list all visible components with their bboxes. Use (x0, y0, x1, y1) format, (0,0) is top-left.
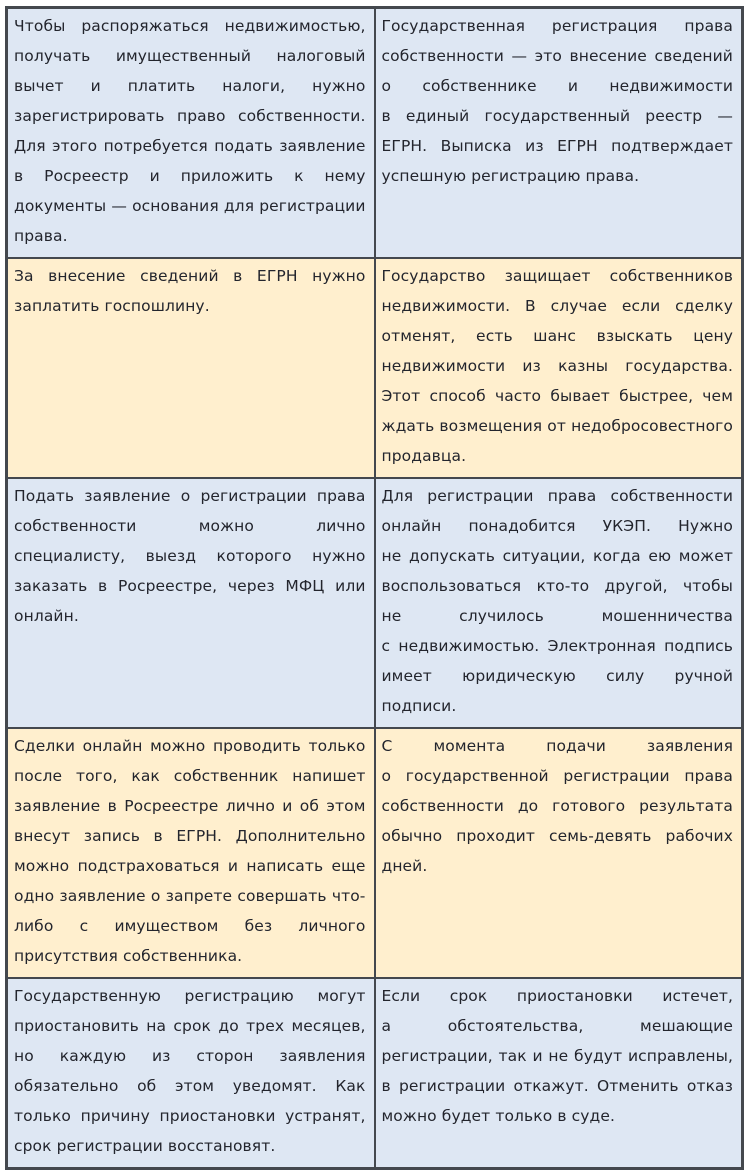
table-cell: Чтобы распоряжаться недвижимостью, получать имущественный налоговый вычет и платить налоги, нужно зарегистрировать право собственности. Для этого потребуется подать заявление в Росреестр и приложить к нему документы — основания для регистрации права. (7, 8, 375, 259)
table-cell: Сделки онлайн можно проводить только после того, как собственник напишет заявление в Росреестре лично и об этом внесут запись в ЕГРН. Дополнительно можно подстраховаться и написать еще одно заявление о запрете совершать что-либо с имуществом без личного присутствия собственника. (7, 728, 375, 978)
info-table (5, 6, 744, 1170)
table-cell: Подать заявление о регистрации права собственности можно лично специалисту, выезд которого нужно заказать в Росреестре, через МФЦ или онлайн. (7, 478, 375, 728)
table-row (7, 978, 743, 1169)
table-cell: Для регистрации права собственности онлайн понадобится УКЭП. Нужно не допускать ситуации, когда ею может воспользоваться кто-то другой, чтобы не случилось мошенничества с недвижимостью. Электронная подпись имеет юридическую силу ручной подписи. (375, 478, 743, 728)
table-cell: С момента подачи заявления о государственной регистрации права собственности до готового результата обычно проходит семь-девять рабочих дней. (375, 728, 743, 978)
table-row (7, 258, 743, 478)
table-cell: Государственную регистрацию могут приостановить на срок до трех месяцев, но каждую из сторон заявления обязательно об этом уведомят. Как только причину приостановки устранят, срок регистрации восстановят. (7, 978, 375, 1169)
table-row (7, 728, 743, 978)
table-cell: Государственная регистрация права собственности — это внесение сведений о собственнике и недвижимости в единый государственный реестр — ЕГРН. Выписка из ЕГРН подтверждает успешную регистрацию права. (375, 8, 743, 259)
table-cell: Если срок приостановки истечет, а обстоятельства, мешающие регистрации, так и не будут исправлены, в регистрации откажут. Отменить отказ можно будет только в суде. (375, 978, 743, 1169)
table-row (7, 478, 743, 728)
table-cell: За внесение сведений в ЕГРН нужно заплатить госпошлину. (7, 258, 375, 478)
table-row (7, 8, 743, 259)
table-cell: Государство защищает собственников недвижимости. В случае если сделку отменят, есть шанс взыскать цену недвижимости из казны государства. Этот способ часто бывает быстрее, чем ждать возмещения от недобросовестного продавца. (375, 258, 743, 478)
